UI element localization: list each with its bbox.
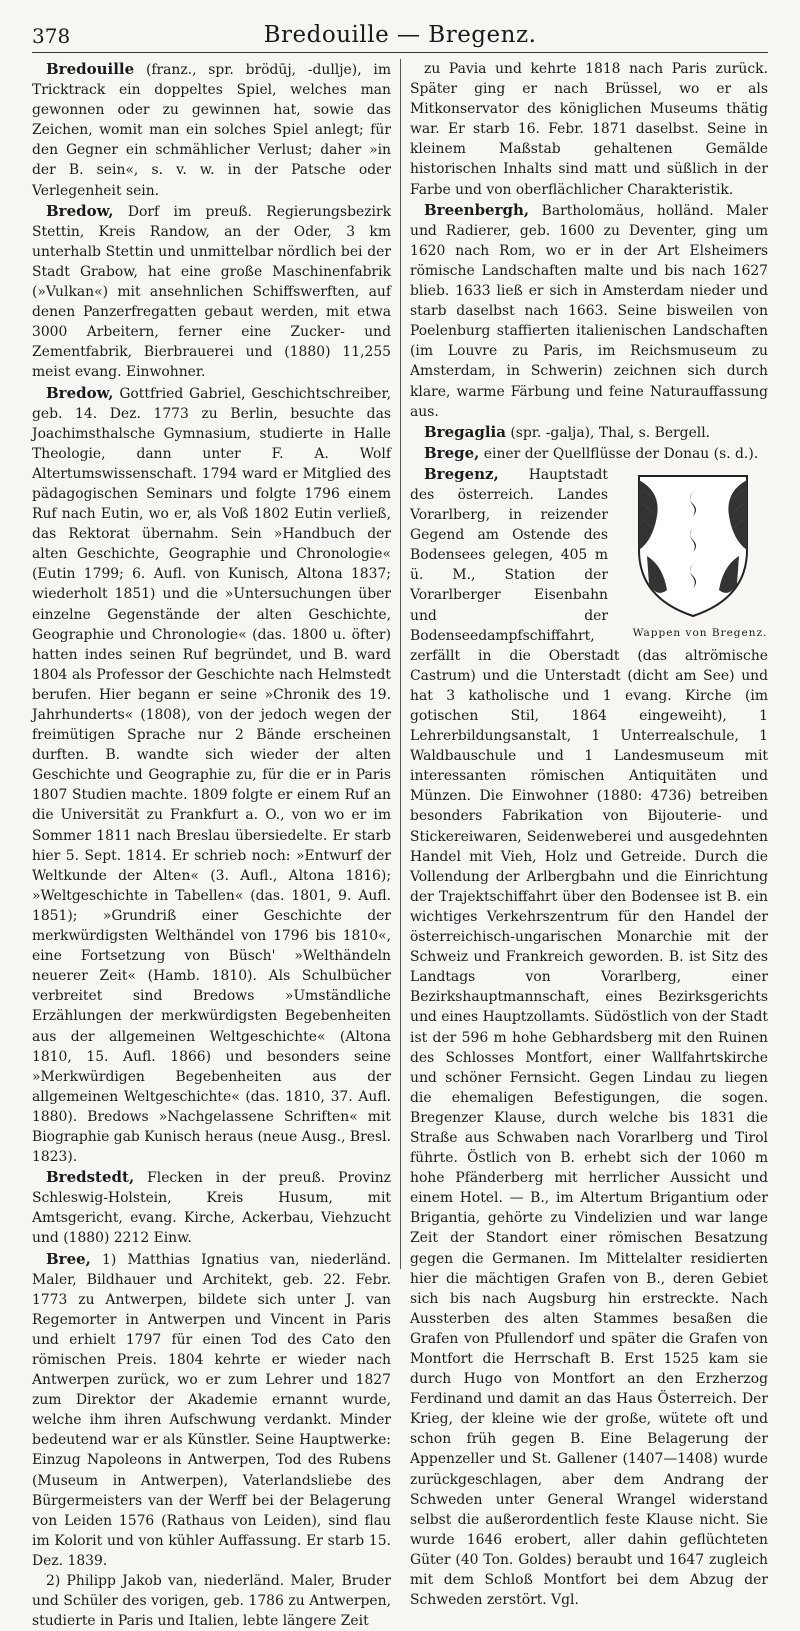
dictionary-entry [32,201,391,383]
entry-text: Flecken in der preuß. Provinz Schleswig-Holstein, Kreis Husum, mit Amtsgericht, evang. Kirche, Ackerbau, Viehzucht und (1880) 2212 Einw. [32,1170,391,1247]
dictionary-entry [32,1167,391,1248]
entry-text: 2) Philipp Jakob van, niederländ. Maler, Bruder und Schüler des vorigen, geb. 1786 zu Antwerpen, studierte in Paris und Italien, lebte längere Zeit [32,1573,391,1630]
entry-headword: Bredow, [46,201,114,220]
entry-headword: Bredouille [46,60,135,78]
entry-headword: Bree, [46,1249,91,1268]
entry-text: zu Pavia und kehrte 1818 nach Paris zurück. Später ging er nach Brüssel, wo er als Mitkonservator des königlichen Museums thätig war. Er starb 16. Febr. 1871 daselbst. Seine in kleinem Maßstab gehaltenen Gemälde historischen Inhalts sind matt und süßlich in der Farbe und von oberflächlicher Charakteristik. [410,61,768,198]
entry-text: Dorf im preuß. Regierungsbezirk Stettin, Kreis Randow, an der Oder, 3 km unterhalb Stettin und unmittelbar nördlich bei der Stadt Grabow, hat eine große Maschinenfabrik (»Vulkan«) mit ansehnlichen Schiffswerften, auf denen Panzerfregatten gebaut werden, mit etwa 3000 Arbeitern, ferner eine Zucker- und Zementfabrik, Bierbrauerei und (1880) 11,255 meist evang. Einwohner. [32,203,391,381]
entry-text: 1) Matthias Ignatius van, niederländ. Maler, Bildhauer und Architekt, geb. 22. Febr. 1773 zu Antwerpen, bildete sich unter J. van Regemorter in Antwerpen und Vincent in Paris und erhielt 1797 für einen Tod des Cato den römischen Preis. 1804 kehrte er wieder nach Antwerpen zurück, wo er zum Lehrer und 1827 zum Direktor der Akademie ernannt wurde, welche ihm ihren Aufschwung verdankt. Minder bedeutend war er als Künstler. Seine Hauptwerke: Einzug Napoleons in Antwerpen, Tod des Rubens (Museum in Antwerpen), Vaterlandsliebe des Bürgermeisters van der Werff bei der Belagerung von Leiden 1576 (Rathaus von Leiden), sind flau im Kolorit und von kühler Auffassung. Er starb 15. Dez. 1839. [32,1251,391,1569]
entry-headword: Brege, [424,443,480,462]
entry-text: Gottfried Gabriel, Geschichtschreiber, geb. 14. Dez. 1773 zu Berlin, besuchte das Joachimsthalsche Gymnasium, studierte in Halle Theologie, dann unter F. A. Wolf Altertumswissenschaft. 1794 ward er Mitglied des pädagogischen Seminars und folgte 1796 einem Ruf nach Eutin, wo er, als Voß 1802 Eutin verließ, das Rektorat übernahm. Sein »Handbuch der alten Geschichte, Geographie und Chronologie« (Eutin 1799; 6. Aufl. von Kunisch, Altona 1837; wiederholt 1851) und die »Untersuchungen über einzelne Gegenstände der alten Geschichte, Geographie und Chronologie« (das. 1800 u. öfter) hatten indes seinen Ruf begründet, und B. ward 1804 als Professor der Geschichte nach Helmstedt berufen. Hier begann er seine »Chronik des 19. Jahrhunderts« (1808), von der jedoch wegen der freimütigen Sprache nur 2 Bände erscheinen durften. B. wandte sich wieder der alten Geschichte und Geographie zu, für die er in Paris 1807 Studien machte. 1809 folgte er einem Ruf an die Universität zu Frankfurt a. O., von wo er im Sommer 1811 nach Breslau übersiedelte. Er starb hier 5. Sept. 1814. Er schrieb noch: »Entwurf der Weltkunde der Alten« (3. Aufl., Altona 1816); »Weltgeschichte in Tabellen« (das. 1801, 9. Aufl. 1851); »Grundriß einer Geschichte der merkwürdigsten Welthändel von 1796 bis 1810«, eine Fortsetzung von Büsch' »Welthändeln neuerer Zeit« (Hamb. 1810). Als Schulbücher verbreitet sind Bredows »Umständliche Erzählungen der merkwürdigsten Begebenheiten aus der allgemeinen Weltgeschichte« (Altona 1810, 15. Aufl. 1866) und besonders seine »Merkwürdigen Begebenheiten aus der allgemeinen Weltgeschichte« (das. 1810, 37. Aufl. 1880). Bredows »Nachgelassene Schriften« mit Biographie gab Kunisch heraus (neue Ausg., Bresl. 1823). [32,385,391,1166]
dictionary-entry [32,1571,391,1631]
entry-headword: Bredow, [46,383,114,402]
entry-text: Hauptstadt des österreich. Landes Vorarlberg, in reizender Gegend am Ostende des Bodensees gelegen, 405 m ü. M., Station der Vorarlberger Eisenbahn und der Bodenseedampfschiffahrt, zerfällt in die Oberstadt (das altrömische Castrum) und die Unterstadt (dicht am See) und hat 3 katholische und 1 evang. Kirche (im gotischen Stil, 1864 eingeweiht), 1 Lehrerbildungsanstalt, 1 Unterrealschule, 1 Waldbauschule und 1 Landesmuseum mit interessanten römischen Antiquitäten und Münzen. Die Einwohner (1880: 4736) betreiben besonders Fabrikation von Bijouterie- und Stickereiwaren, Seidenweberei und ausgedehnten Handel mit Vieh, Holz und Getreide. Durch die Vollendung der Arlbergbahn und die Einrichtung der Trajektschiffahrt über den Bodensee ist B. ein wichtiges Verkehrszentrum für den Handel der österreichisch-ungarischen Monarchie mit der Schweiz und Frankreich geworden. B. ist Sitz des Landtags von Vorarlberg, einer Bezirkshauptmannschaft, eines Bezirksgerichts und eines Hauptzollamts. Südöstlich von der Stadt ist der 596 m hohe Gebhardsberg mit den Ruinen des Schlosses Montfort, einer Wallfahrtskirche und schöner Fernsicht. Gegen Lindau zu liegen die ehemaligen Befestigungen, die sogen. Bregenzer Klause, durch welche bis 1831 die Straße aus Schwaben nach Vorarlberg und Tirol führte. Östlich von B. erhebt sich der 1060 m hohe Pfänderberg mit herrlicher Aussicht und einem Hotel. — B., im Altertum Brigantium oder Brigantia, gehörte zu Vindelizien und war lange Zeit der Standort einer römischen Besatzung gegen die Germanen. Im Mittelalter residierten hier die mächtigen Grafen von B., deren Gebiet sich bis nach Augsburg hin erstreckte. Nach Aussterben des alten Stammes besaßen die Grafen von Pfullendorf und später die Grafen von Montfort die Herrschaft B. Erst 1525 kam sie durch Hugo von Montfort an den Erzherzog Ferdinand und damit an das Haus Österreich. Der Krieg, der kleine wie der große, wütete oft und schon früh gegen B. Eine Belagerung der Appenzeller und St. Gallener (1407—1408) wurde zurückgeschlagen, aber dem Andrang der Schweden unter General Wrangel widerstand selbst die außerordentlich feste Klause nicht. Sie wurde 1646 erobert, aller dahin geflüchteten Güter (40 Ton. Goldes) beraubt und 1647 zugleich mit dem Schloß Montfort bei dem Abzug der Schweden zerstört. Vgl. [410,466,768,1609]
entry-headword: Bregaglia [424,422,506,441]
coat-of-arms-figure [618,470,768,640]
dictionary-entry [32,59,391,201]
entry-text: (spr. -galja), Thal, s. Bergell. [505,424,711,441]
columns [32,59,768,1630]
dictionary-entry [410,200,768,422]
dictionary-entry [410,422,768,443]
dictionary-entry [32,383,391,1168]
running-head: Bredouille — Bregenz. [263,22,537,48]
entry-headword: Breenbergh, [424,200,530,219]
entry-headword: Bregenz, [424,464,499,483]
dictionary-entry [410,443,768,464]
page-header [32,18,768,53]
page-number: 378 [32,24,71,48]
entry-text: einer der Quellflüsse der Donau (s. d.). [479,445,759,462]
entry-text: (franz., spr. brödūj, -dullje), im Tricktrack ein doppeltes Spiel, welches man gewonnen oder zu gewinnen hat, sowie das Zeichen, womit man ein solches Spiel anlegt; für den Gegner ein schmählicher Verlust; daher »in der B. sein«, s. v. w. in der Patsche oder Verlegenheit sein. [32,62,391,199]
figure-caption: Wappen von Bregenz. [632,626,768,639]
dictionary-entry [410,464,768,1610]
entry-text: Bartholomäus, holländ. Maler und Radierer, geb. 1600 zu Deventer, ging um 1620 nach Rom, wo er in der Art Elsheimers römische Landschaften malte und bis nach 1627 blieb. 1633 ließ er sich in Amsterdam nieder und starb daselbst nach 1663. Seine bisweilen von Poelenburg staffierten italienischen Landschaften (im Louvre zu Paris, im Reichsmuseum zu Amsterdam, in Schwerin) zeichnen sich durch klare, warme Färbung und feine Naturauffassung aus. [410,202,768,420]
left-column [32,59,400,1630]
dictionary-entry [410,59,768,200]
coat-of-arms-icon [633,470,753,620]
entry-headword: Bredstedt, [46,1168,135,1187]
right-column [400,59,768,1609]
dictionary-entry [32,1249,391,1572]
